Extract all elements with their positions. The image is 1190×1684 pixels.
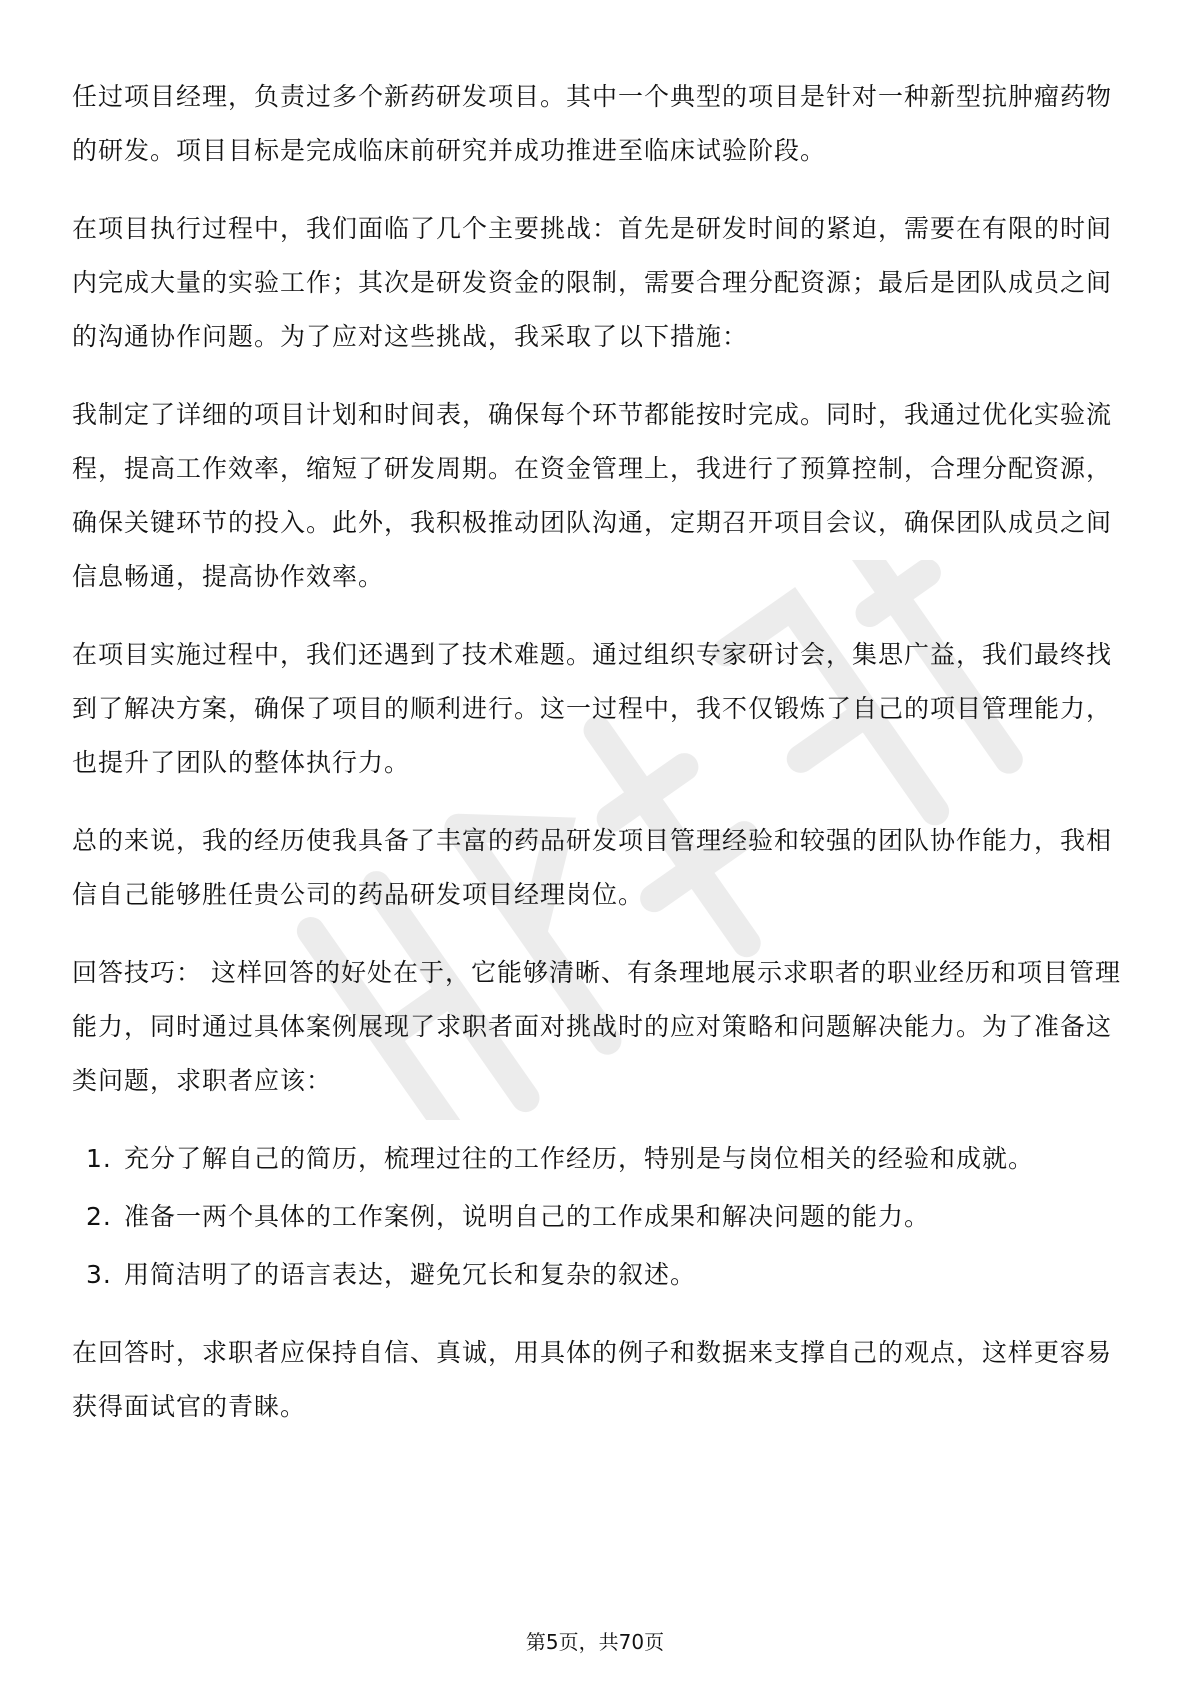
list-text: 准备一两个具体的工作案例，说明自己的工作成果和解决问题的能力。 xyxy=(124,1202,931,1231)
paragraph-technical: 在项目实施过程中，我们还遇到了技术难题。通过组织专家研讨会，集思广益，我们最终找到了解决方案，确保了项目的顺利进行。这一过程中，我不仅锻炼了自己的项目管理能力，也提升了团队的整体执行力。 xyxy=(72,640,1113,777)
tips-list xyxy=(72,1132,1122,1302)
list-text: 用简洁明了的语言表达，避免冗长和复杂的叙述。 xyxy=(124,1260,697,1289)
list-number: 1. xyxy=(86,1144,112,1173)
list-number: 2. xyxy=(86,1202,112,1231)
paragraph-closing: 在回答时，求职者应保持自信、真诚，用具体的例子和数据来支撑自己的观点，这样更容易获得面试官的青睐。 xyxy=(72,1338,1113,1421)
list-text: 充分了解自己的简历，梳理过往的工作经历，特别是与岗位相关的经验和成就。 xyxy=(124,1144,1035,1173)
paragraph-measures: 我制定了详细的项目计划和时间表，确保每个环节都能按时完成。同时，我通过优化实验流程，提高工作效率，缩短了研发周期。在资金管理上，我进行了预算控制，合理分配资源，确保关键环节的投入。此外，我积极推动团队沟通，定期召开项目会议，确保团队成员之间信息畅通，提高协作效率。 xyxy=(72,400,1113,591)
list-item xyxy=(72,1190,1122,1244)
paragraph-intro: 任过项目经理，负责过多个新药研发项目。其中一个典型的项目是针对一种新型抗肿瘤药物的研发。项目目标是完成临床前研究并成功推进至临床试验阶段。 xyxy=(72,82,1113,165)
paragraph-summary: 总的来说，我的经历使我具备了丰富的药品研发项目管理经验和较强的团队协作能力，我相信自己能够胜任贵公司的药品研发项目经理岗位。 xyxy=(72,826,1113,909)
list-item xyxy=(72,1132,1122,1186)
list-number: 3. xyxy=(86,1260,112,1289)
paragraph-challenges: 在项目执行过程中，我们面临了几个主要挑战：首先是研发时间的紧迫，需要在有限的时间内完成大量的实验工作；其次是研发资金的限制，需要合理分配资源；最后是团队成员之间的沟通协作问题。为了应对这些挑战，我采取了以下措施： xyxy=(72,214,1113,351)
list-item xyxy=(72,1248,1122,1302)
paragraph-tips: 回答技巧： 这样回答的好处在于，它能够清晰、有条理地展示求职者的职业经历和项目管理能力，同时通过具体案例展现了求职者面对挑战时的应对策略和问题解决能力。为了准备这类问题，求职者应该： xyxy=(72,958,1121,1095)
document-body xyxy=(72,70,1122,1458)
page-number: 第5页，共70页 xyxy=(525,1630,665,1654)
